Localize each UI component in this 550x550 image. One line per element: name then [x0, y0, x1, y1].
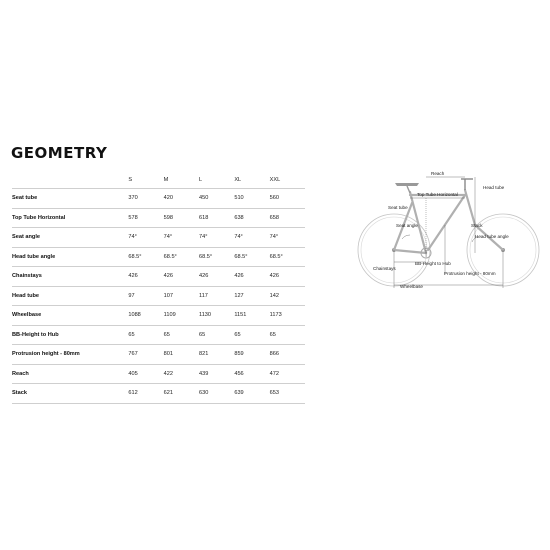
cell-value: 97	[128, 292, 135, 299]
table-row	[12, 247, 305, 267]
table-row	[12, 325, 305, 345]
row-label: Head tube	[12, 292, 40, 299]
cell-value: 639	[234, 390, 244, 397]
label-top-tube: Top Tube Horizontal	[417, 192, 458, 197]
header-size-s: S	[128, 172, 163, 189]
cell-value: 1130	[199, 312, 212, 319]
cell-value: 1109	[163, 312, 176, 319]
table-row	[12, 306, 305, 326]
cell-value: 612	[128, 390, 138, 397]
table-row	[12, 228, 305, 248]
cell-value: 1088	[128, 312, 141, 319]
cell-value: 801	[163, 351, 174, 358]
table-row	[12, 208, 305, 228]
label-seat-angle: Seat angle	[396, 223, 418, 228]
cell-value: 598	[163, 214, 174, 221]
cell-value: 630	[199, 390, 209, 397]
cell-value: 68.5°	[163, 253, 177, 260]
cell-value: 653	[269, 390, 279, 397]
cell-value: 74°	[269, 234, 279, 241]
cell-value: 74°	[128, 234, 137, 241]
cell-value: 405	[128, 370, 138, 377]
cell-value: 107	[163, 292, 174, 299]
cell-value: 65	[234, 331, 241, 338]
cell-value: 618	[199, 214, 209, 221]
cell-value: 426	[163, 273, 174, 280]
cell-value: 821	[199, 351, 209, 358]
table-row	[12, 384, 305, 404]
header-size-l: L	[199, 172, 234, 189]
table-row	[12, 286, 305, 306]
cell-value: 65	[163, 331, 170, 338]
cell-value: 866	[269, 351, 279, 358]
label-protrusion: Protrusion height - 80mm	[444, 271, 496, 276]
bike-geometry-diagram	[355, 165, 545, 300]
cell-value: 638	[234, 214, 244, 221]
label-wheelbase: Wheelbase	[400, 284, 423, 289]
cell-value: 426	[269, 273, 279, 280]
row-label: Seat angle	[12, 234, 40, 241]
page-title: GEOMETRY	[11, 144, 108, 162]
cell-value: 422	[163, 370, 174, 377]
header-size-m: M	[164, 172, 199, 189]
row-label: Reach	[12, 370, 29, 377]
label-stack: Stack	[471, 223, 483, 228]
row-label: Top Tube Horizontal	[12, 214, 66, 221]
header-size-xl: XL	[234, 172, 269, 189]
cell-value: 767	[128, 351, 138, 358]
cell-value: 1173	[269, 312, 282, 319]
cell-value: 68.5°	[234, 253, 248, 260]
cell-value: 621	[163, 390, 174, 397]
cell-value: 117	[199, 292, 208, 299]
cell-value: 658	[269, 214, 279, 221]
cell-value: 74°	[199, 234, 208, 241]
cell-value: 439	[199, 370, 209, 377]
cell-value: 472	[269, 370, 279, 377]
cell-value: 859	[234, 351, 244, 358]
cell-value: 68.5°	[269, 253, 283, 260]
saddle	[395, 183, 419, 186]
cell-value: 510	[234, 195, 244, 202]
header-row	[12, 172, 305, 189]
header-label-column	[12, 172, 128, 189]
table-header	[12, 172, 305, 189]
cell-value: 456	[234, 370, 244, 377]
label-bb-height: BB-Height to Hub	[415, 261, 451, 266]
cell-value: 370	[128, 195, 138, 202]
cell-value: 68.5°	[128, 253, 142, 260]
row-label: Chainstays	[12, 273, 42, 280]
cell-value: 74°	[163, 234, 173, 241]
cell-value: 127	[234, 292, 244, 299]
label-head-tube: Head tube	[483, 185, 505, 190]
table-row	[12, 189, 305, 209]
cell-value: 426	[234, 273, 244, 280]
header-size-xxl: XXL	[270, 172, 305, 189]
row-label: Wheelbase	[12, 312, 42, 319]
label-chainstays: Chainstays	[373, 266, 396, 271]
seat-post	[407, 186, 410, 193]
table-row	[12, 345, 305, 365]
cell-value: 560	[269, 195, 279, 202]
label-head-tube-angle: Head tube angle	[475, 234, 509, 239]
table-row	[12, 267, 305, 287]
row-label: Stack	[12, 390, 27, 397]
row-label: Protrusion height - 80mm	[12, 351, 80, 358]
cell-value: 65	[199, 331, 206, 338]
cell-value: 1151	[234, 312, 247, 319]
table-row	[12, 364, 305, 384]
cell-value: 65	[269, 331, 276, 338]
cell-value: 450	[199, 195, 209, 202]
cell-value: 74°	[234, 234, 243, 241]
cell-value: 426	[199, 273, 209, 280]
label-seat-tube: Seat tube	[388, 205, 408, 210]
cell-value: 65	[128, 331, 135, 338]
table-body	[12, 189, 305, 404]
cell-value: 68.5°	[199, 253, 213, 260]
cell-value: 142	[269, 292, 279, 299]
cell-value: 420	[163, 195, 174, 202]
cell-value: 578	[128, 214, 138, 221]
row-label: BB-Height to Hub	[12, 331, 59, 338]
row-label: Seat tube	[12, 195, 38, 202]
label-reach: Reach	[431, 171, 445, 176]
geometry-table	[12, 172, 305, 404]
row-label: Head tube angle	[12, 253, 56, 260]
cell-value: 426	[128, 273, 138, 280]
